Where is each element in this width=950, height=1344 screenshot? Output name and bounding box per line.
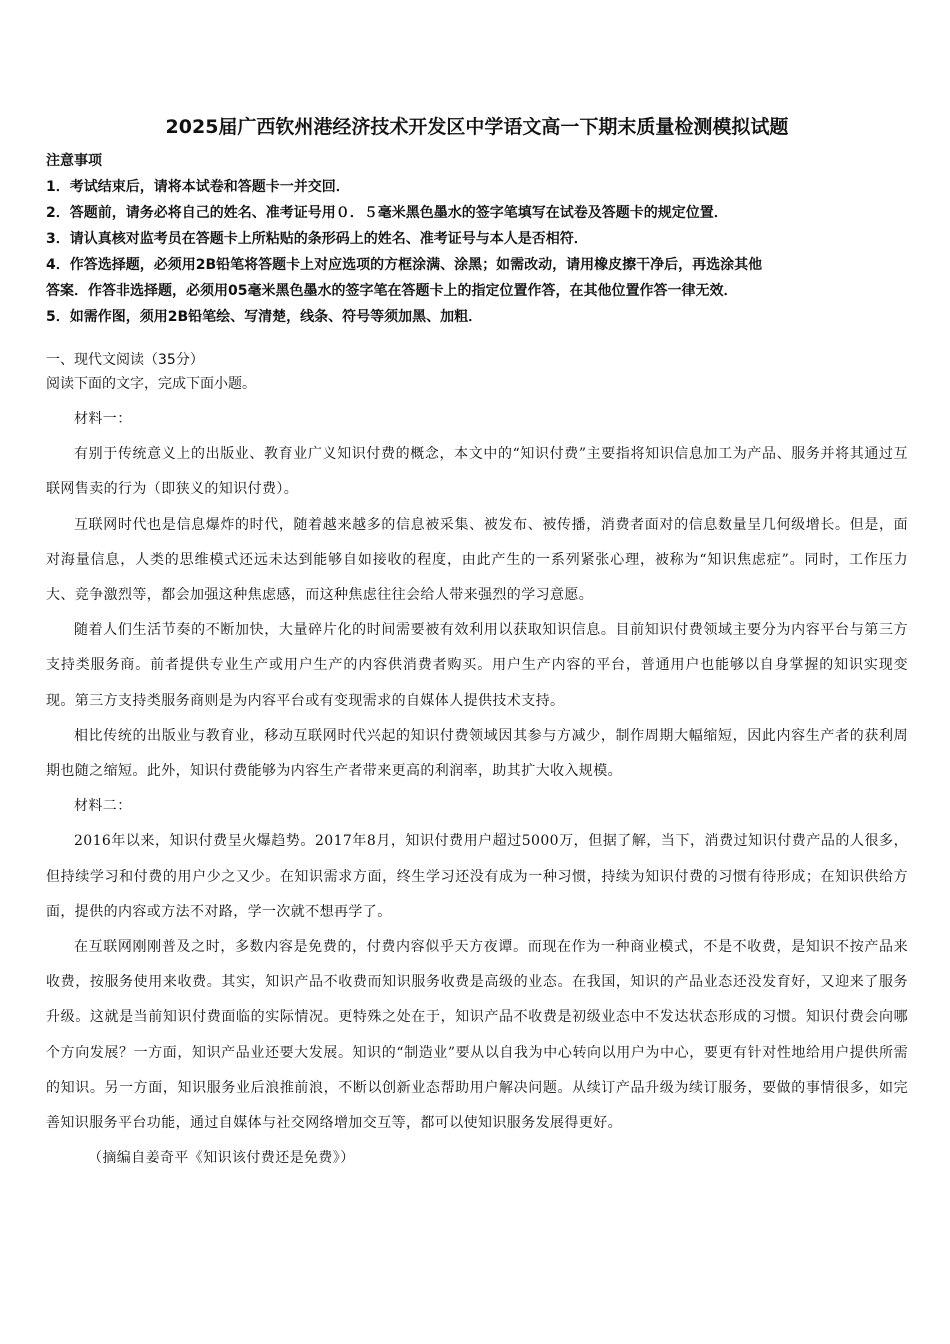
- section-title: 一、现代文阅读（35分）: [46, 352, 204, 368]
- section-instruction: 阅读下面的文字，完成下面小题。: [46, 376, 256, 392]
- article-paragraph: 相比传统的出版业与教育业，移动互联网时代兴起的知识付费领域因其参与方减少，制作周期大幅缩短，因此内容生产者的获利周期也随之缩短。此外，知识付费能够为内容生产者带来更高的利润率，助其扩大收入规模。: [46, 727, 908, 780]
- notice-item: 2．答题前，请务必将自己的姓名、准考证号用０．５毫米黑色墨水的签字笔填写在试卷及答题卡的规定位置．: [46, 205, 728, 221]
- notice-item: 4．作答选择题，必须用2B铅笔将答题卡上对应选项的方框涂满、涂黑；如需改动，请用橡皮擦干净后，再选涂其他: [46, 257, 763, 273]
- notice-heading: 注意事项: [46, 153, 102, 169]
- article-paragraph: 在互联网刚刚普及之时，多数内容是免费的，付费内容似乎天方夜谭。而现在作为一种商业模式，不是不收费，是知识不按产品来收费，按服务使用来收费。其实，知识产品不收费而知识服务收费是高级的业态。在我国，知识的产品业态还没发育好，又迎来了服务升级。这就是当前知识付费面临的实际情况。更特殊之处在于，知识产品不收费是初级业态中不发达状态形成的习惯。知识付费会向哪个方向发展？一方面，知识产品业还要大发展。知识的“制造业”要从以自我为中心转向以用户为中心，要更有针对性地给用户提供所需的知识。另一方面，知识服务业后浪推前浪，不断以创新业态帮助用户解决问题。从续订产品升级为续订服务，要做的事情很多，如完善知识服务平台功能，通过自媒体与社交网络增加交互等，都可以使知识服务发展得更好。: [46, 939, 908, 1132]
- notice-item: 3．请认真核对监考员在答题卡上所粘贴的条形码上的姓名、准考证号与本人是否相符．: [46, 231, 588, 247]
- notice-block: [46, 150, 908, 330]
- section-header: [46, 348, 908, 396]
- article-paragraph: 有别于传统意义上的出版业、教育业广义知识付费的概念，本文中的“知识付费”主要指将知识信息加工为产品、服务并将其通过互联网售卖的行为（即狭义的知识付费）。: [46, 446, 908, 498]
- article-source: （摘编自姜奇平《知识该付费还是免费》）: [88, 1150, 355, 1167]
- article-paragraph: 互联网时代也是信息爆炸的时代，随着越来越多的信息被采集、被发布、被传播，消费者面对的信息数量呈几何级增长。但是，面对海量信息，人类的思维模式还远未达到能够自如接收的程度，由此产生的一系列紧张心理，被称为“知识焦虑症”。同时，工作压力大、竞争激烈等，都会加强这种焦虑感，而这种焦虑往往会给人带来强烈的学习意愿。: [46, 516, 908, 604]
- reading-article: [46, 402, 908, 1176]
- notice-item: 答案．作答非选择题，必须用05毫米黑色墨水的签字笔在答题卡上的指定位置作答，在其他位置作答一律无效．: [46, 283, 738, 299]
- article-paragraph: 随着人们生活节奏的不断加快，大量碎片化的时间需要被有效利用以获取知识信息。目前知识付费领域主要分为内容平台与第三方支持类服务商。前者提供专业生产或用户生产的内容供消费者购买。用户生产内容的平台，普通用户也能够以自身掌握的知识实现变现。第三方支持类服务商则是为内容平台或有变现需求的自媒体人提供技术支持。: [46, 622, 908, 709]
- material-one-label: 材料一：: [74, 411, 132, 427]
- article-paragraph: 2016年以来，知识付费呈火爆趋势。2017年8月，知识付费用户超过5000万，但据了解，当下，消费过知识付费产品的人很多，但持续学习和付费的用户少之又少。在知识需求方面，终生学习还没有成为一种习惯，持续为知识付费的习惯有待形成；在知识供给方面，提供的内容或方法不对路，学一次就不想再学了。: [46, 833, 908, 920]
- material-two-label: 材料二：: [74, 798, 132, 815]
- notice-item: 5．如需作图，须用2B铅笔绘、写清楚，线条、符号等须加黑、加粗．: [46, 309, 483, 325]
- page-title: 2025届广西钦州港经济技术开发区中学语文高一下期末质量检测模拟试题: [165, 116, 789, 138]
- notice-item: 1．考试结束后，请将本试卷和答题卡一并交回．: [46, 179, 350, 195]
